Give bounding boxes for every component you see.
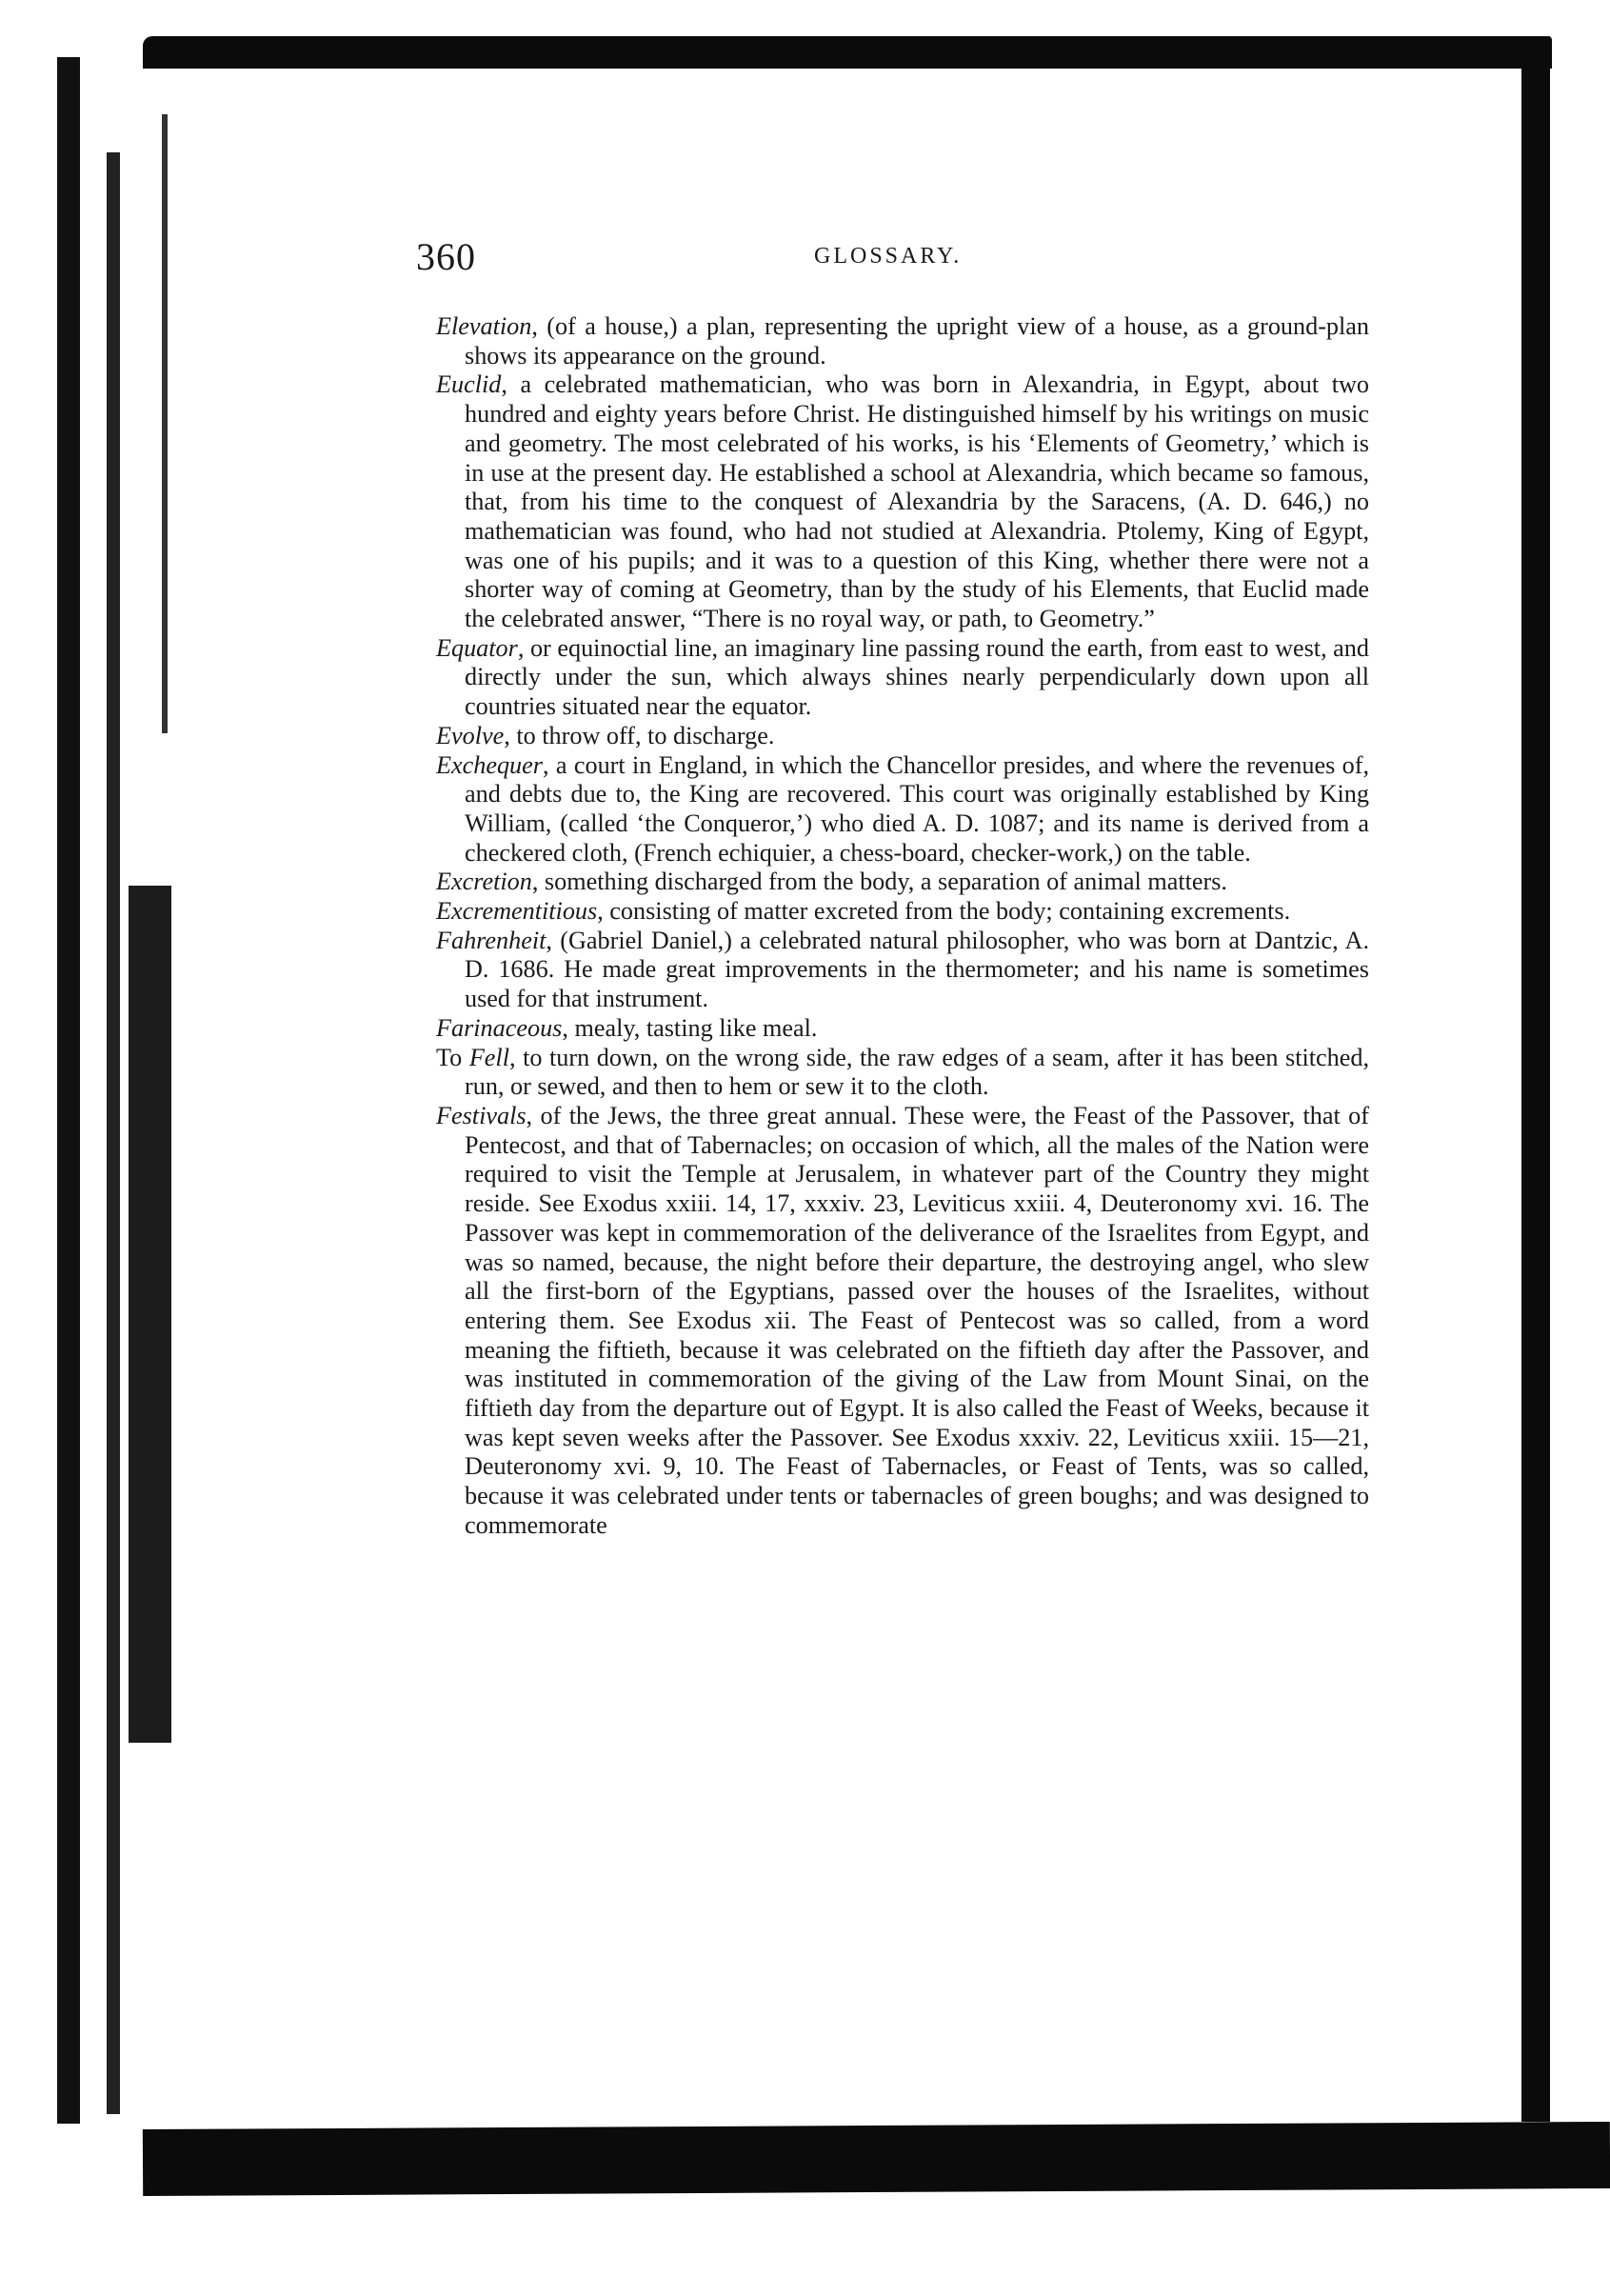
glossary-entry-evolve [436,722,1369,751]
entry-prefix: To [436,1043,469,1071]
glossary-entry-fell [436,1044,1369,1102]
entry-term: Euclid [436,370,502,399]
entry-term: Elevation [436,312,532,340]
entry-term: Fell [468,1043,509,1071]
glossary-entry-euclid [436,370,1369,633]
scan-border-left [57,57,80,2124]
glossary-entry-elevation [436,312,1369,370]
entry-definition: , (of a house,) a plan, representing the upright view of a house, as a ground-plan shows its appearance on the ground. [465,312,1369,369]
glossary-entry-festivals [436,1102,1369,1541]
entry-definition: , a celebrated mathematician, who was born in Alexandria, in Egypt, about two hundred and eighty years before Christ. He distinguished himself by his writings on music and geometry. The most celebrated of his works, is his ‘Elements of Geometry,’ which is in use at the present day. He established a school at Alexandria, which became so famous, that, from his time to the conquest of Alexandria by the Saracens, (A. D. 646,) no mathematician was found, who had not studied at Alexandria. Ptolemy, King of Egypt, was one of his pupils; and it was to a question of this King, whether there were not a shorter way of coming at Geometry, than by the study of his Elements, that Euclid made the celebrated answer, “There is no royal way, or path, to Geometry.” [465,370,1369,633]
glossary-entries [436,312,1369,1541]
entry-definition: , or equinoctial line, an imaginary line passing round the earth, from east to west, and directly under the sun, which always shines nearly perpendicularly down upon all countries situated near the equator. [465,633,1369,721]
glossary-entry-exchequer [436,751,1369,868]
glossary-entry-equator [436,634,1369,722]
scan-border-right [1521,36,1550,2122]
entry-term: Farinaceous [436,1013,563,1042]
glossary-entry-fahrenheit [436,927,1369,1014]
entry-term: Excrementitious [436,897,598,926]
scan-border-top [143,36,1552,69]
scan-border-left-inner [107,152,120,2114]
entry-term: Excretion [436,868,532,896]
entry-definition: , to throw off, to discharge. [504,721,775,749]
entry-definition: , of the Jews, the three great annual. These were, the Feast of the Passover, that of Pentecost, and that of Tabernacles; on occasion of which, all the males of the Nation were required to visit the Temple at Jerusalem, in whatever part of the Country they might reside. See Exodus xxiii. 14, 17, xxxiv. 23, Leviticus xxiii. 4, Deuteronomy xvi. 16. The Passover was kept in commemoration of the deliverance of the Israelites from Egypt, and was so named, because, the night before their departure, the destroying angel, who slew all the first-born of the Egyptians, passed over the houses of the Israelites, without entering them. See Exodus xii. The Feast of Pentecost was so called, from a word meaning the fiftieth, because it was celebrated on the fiftieth day after the Passover, and was instituted in commemoration of the giving of the Law from Mount Sinai, on the fiftieth day from the departure out of Egypt. It is also called the Feast of Weeks, because it was kept seven weeks after the Passover. See Exodus xxxiv. 22, Leviticus xxiii. 15—21, Deuteronomy xvi. 9, 10. The Feast of Tabernacles, or Feast of Tents, was so called, because it was celebrated under tents or tabernacles of green boughs; and was designed to commemorate [465,1101,1369,1539]
scan-edge-left [162,114,168,733]
scan-shadow-left [129,886,171,1743]
page-number: 360 [416,235,476,278]
running-head: GLOSSARY. [814,244,963,269]
entry-definition: , a court in England, in which the Chancellor presides, and where the revenues of, and debts due to, the King are recovered. This court was originally established by King William, (called ‘the Conqueror,’) who died A. D. 1087; and its name is derived from a checkered cloth, (French echiquier, a chess-board, checker-work,) on the table. [465,750,1369,867]
entry-term: Evolve [436,721,505,749]
entry-definition: , something discharged from the body, a separation of animal matters. [531,868,1227,896]
glossary-entry-excretion [436,868,1369,897]
entry-definition: , (Gabriel Daniel,) a celebrated natural philosopher, who was born at Dantzic, A. D. 1686. He made great improvements in the thermometer; and his name is sometimes used for that instrument. [465,926,1369,1013]
entry-definition: , to turn down, on the wrong side, the raw edges of a seam, after it has been stitched, run, or sewed, and then to hem or sew it to the cloth. [465,1043,1369,1101]
entry-term: Fahrenheit [436,926,547,954]
page-header [416,234,1373,278]
glossary-entry-excrementitious [436,897,1369,927]
entry-term: Festivals [436,1101,527,1129]
glossary-entry-farinaceous [436,1014,1369,1044]
entry-definition: , consisting of matter excreted from the body; containing excrements. [597,897,1291,926]
entry-term: Exchequer [436,750,543,779]
scan-border-bottom [143,2122,1610,2196]
entry-term: Equator [436,633,518,662]
entry-definition: , mealy, tasting like meal. [562,1013,818,1042]
